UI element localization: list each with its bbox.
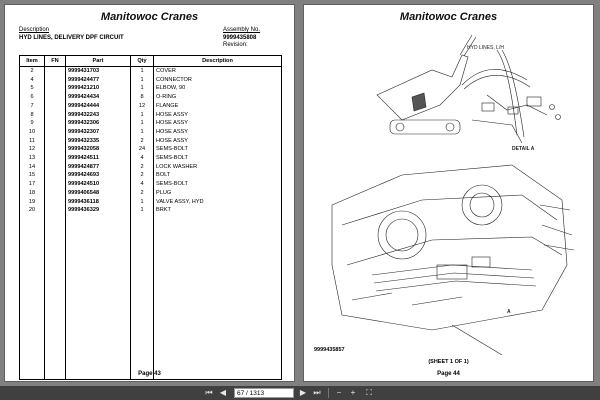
row-fn	[45, 84, 66, 93]
description-label: Description	[19, 27, 50, 33]
row-item: 12	[20, 145, 45, 154]
row-description: BOLT	[154, 171, 282, 180]
row-qty: 1	[131, 198, 154, 207]
sheet-label: (SHEET 1 OF 1)	[428, 359, 469, 365]
row-description: SEMS-BOLT	[154, 180, 282, 189]
exploded-view-drawing	[312, 25, 587, 355]
table-row	[20, 189, 282, 198]
empty-cell	[45, 215, 66, 380]
row-item: 13	[20, 154, 45, 163]
row-fn	[45, 198, 66, 207]
first-page-icon[interactable]: ⏮	[205, 388, 213, 397]
drawing-title: HYD LINES, L/H	[467, 45, 504, 51]
row-fn	[45, 163, 66, 172]
row-qty: 4	[131, 180, 154, 189]
row-item: 14	[20, 163, 45, 172]
table-header-row	[20, 56, 282, 67]
assembly-label: Assembly No.	[222, 27, 260, 33]
row-fn	[45, 180, 66, 189]
row-qty: 4	[131, 154, 154, 163]
row-part: 9999424444	[66, 102, 131, 111]
row-qty: 1	[131, 76, 154, 85]
crane-thumbnail	[377, 35, 476, 134]
table-row	[20, 171, 282, 180]
row-part: 9999432307	[66, 128, 131, 137]
row-part: 9999424877	[66, 163, 131, 172]
row-item: 2	[20, 67, 45, 76]
empty-cell	[66, 215, 131, 380]
row-fn	[45, 145, 66, 154]
row-fn	[45, 93, 66, 102]
row-qty: 1	[131, 67, 154, 76]
row-item: 5	[20, 84, 45, 93]
row-item: 7	[20, 102, 45, 111]
row-qty: 12	[131, 102, 154, 111]
col-fn: FN	[45, 56, 66, 67]
description-value: HYD LINES, DELIVERY DPF CIRCUIT	[19, 34, 124, 41]
row-fn	[45, 76, 66, 85]
parts-table	[19, 55, 282, 380]
callout-a: A	[507, 309, 511, 315]
row-fn	[45, 128, 66, 137]
right-page	[303, 4, 594, 382]
row-part: 9999424510	[66, 180, 131, 189]
table-row	[20, 119, 282, 128]
row-fn	[45, 189, 66, 198]
table-row	[20, 206, 282, 215]
left-page	[4, 4, 295, 382]
page-number-input[interactable]	[234, 388, 294, 398]
row-part: 9999432335	[66, 137, 131, 146]
brand-title: Manitowoc Cranes	[100, 11, 199, 23]
row-part: 9999436118	[66, 198, 131, 207]
row-description: HOSE ASSY	[154, 111, 282, 120]
toolbar-divider	[328, 388, 329, 398]
row-item: 9	[20, 119, 45, 128]
row-description: PLUG	[154, 189, 282, 198]
row-qty: 1	[131, 206, 154, 215]
row-qty: 8	[131, 93, 154, 102]
row-part: 9999424477	[66, 76, 131, 85]
row-item: 20	[20, 206, 45, 215]
row-fn	[45, 67, 66, 76]
row-qty: 1	[131, 119, 154, 128]
row-description: LOCK WASHER	[154, 163, 282, 172]
row-part: 9999406548	[66, 189, 131, 198]
table-row	[20, 145, 282, 154]
zoom-in-icon[interactable]: +	[350, 388, 356, 397]
table-row	[20, 102, 282, 111]
row-description: HOSE ASSY	[154, 119, 282, 128]
row-description: HOSE ASSY	[154, 128, 282, 137]
row-description: COVER	[154, 67, 282, 76]
prev-page-icon[interactable]: ◀	[219, 388, 227, 397]
viewer-toolbar	[0, 386, 600, 400]
zoom-out-icon[interactable]: −	[336, 388, 342, 397]
row-description: BRKT	[154, 206, 282, 215]
page-number: Page 43	[138, 371, 161, 377]
row-qty: 2	[131, 189, 154, 198]
row-item: 15	[20, 171, 45, 180]
col-item: Item	[20, 56, 45, 67]
table-row	[20, 76, 282, 85]
table-row	[20, 180, 282, 189]
row-fn	[45, 154, 66, 163]
row-qty: 2	[131, 163, 154, 172]
empty-cell	[20, 215, 45, 380]
last-page-icon[interactable]: ⏭	[313, 388, 321, 397]
row-part: 9999424693	[66, 171, 131, 180]
table-row	[20, 128, 282, 137]
row-part: 9999424434	[66, 93, 131, 102]
revision-label: Revision:	[222, 42, 248, 48]
row-fn	[45, 102, 66, 111]
col-description: Description	[154, 56, 282, 67]
row-part: 9999432306	[66, 119, 131, 128]
brand-title: Manitowoc Cranes	[399, 11, 498, 23]
row-qty: 1	[131, 111, 154, 120]
row-qty: 1	[131, 128, 154, 137]
row-description: VALVE ASSY, HYD	[154, 198, 282, 207]
row-description: SEMS-BOLT	[154, 145, 282, 154]
row-qty: 2	[131, 137, 154, 146]
row-part: 9999431703	[66, 67, 131, 76]
page-number: Page 44	[437, 371, 460, 377]
table-row	[20, 84, 282, 93]
col-part: Part	[66, 56, 131, 67]
assembly-value: 9999435808	[222, 34, 257, 41]
row-description: FLANGE	[154, 102, 282, 111]
row-item: 4	[20, 76, 45, 85]
row-fn	[45, 206, 66, 215]
table-row	[20, 137, 282, 146]
table-row	[20, 93, 282, 102]
row-description: SEMS-BOLT	[154, 154, 282, 163]
row-item: 8	[20, 111, 45, 120]
row-fn	[45, 111, 66, 120]
row-description: O-RING	[154, 93, 282, 102]
empty-cell	[131, 215, 154, 380]
row-description: HOSE ASSY	[154, 137, 282, 146]
row-part: 9999432243	[66, 111, 131, 120]
row-fn	[45, 137, 66, 146]
detail-label: DETAIL A	[512, 146, 535, 152]
fullscreen-icon[interactable]: ⛶	[366, 388, 372, 397]
col-qty: Qty	[131, 56, 154, 67]
row-item: 6	[20, 93, 45, 102]
row-fn	[45, 171, 66, 180]
table-row	[20, 198, 282, 207]
row-fn	[45, 119, 66, 128]
row-qty: 2	[131, 171, 154, 180]
row-item: 19	[20, 198, 45, 207]
row-item: 18	[20, 189, 45, 198]
table-row	[20, 67, 282, 76]
table-empty-space	[20, 215, 282, 380]
row-part: 9999432058	[66, 145, 131, 154]
parts-header	[19, 27, 280, 51]
row-description: CONNECTOR	[154, 76, 282, 85]
empty-cell	[154, 215, 282, 380]
row-item: 17	[20, 180, 45, 189]
row-part: 9999421210	[66, 84, 131, 93]
row-qty: 24	[131, 145, 154, 154]
row-item: 10	[20, 128, 45, 137]
row-item: 11	[20, 137, 45, 146]
row-part: 9999436329	[66, 206, 131, 215]
row-qty: 1	[131, 84, 154, 93]
drawing-number: 9999435857	[314, 347, 345, 353]
next-page-icon[interactable]: ▶	[299, 388, 307, 397]
row-part: 9999424511	[66, 154, 131, 163]
table-row	[20, 111, 282, 120]
table-row	[20, 154, 282, 163]
row-description: ELBOW, 90	[154, 84, 282, 93]
table-row	[20, 163, 282, 172]
